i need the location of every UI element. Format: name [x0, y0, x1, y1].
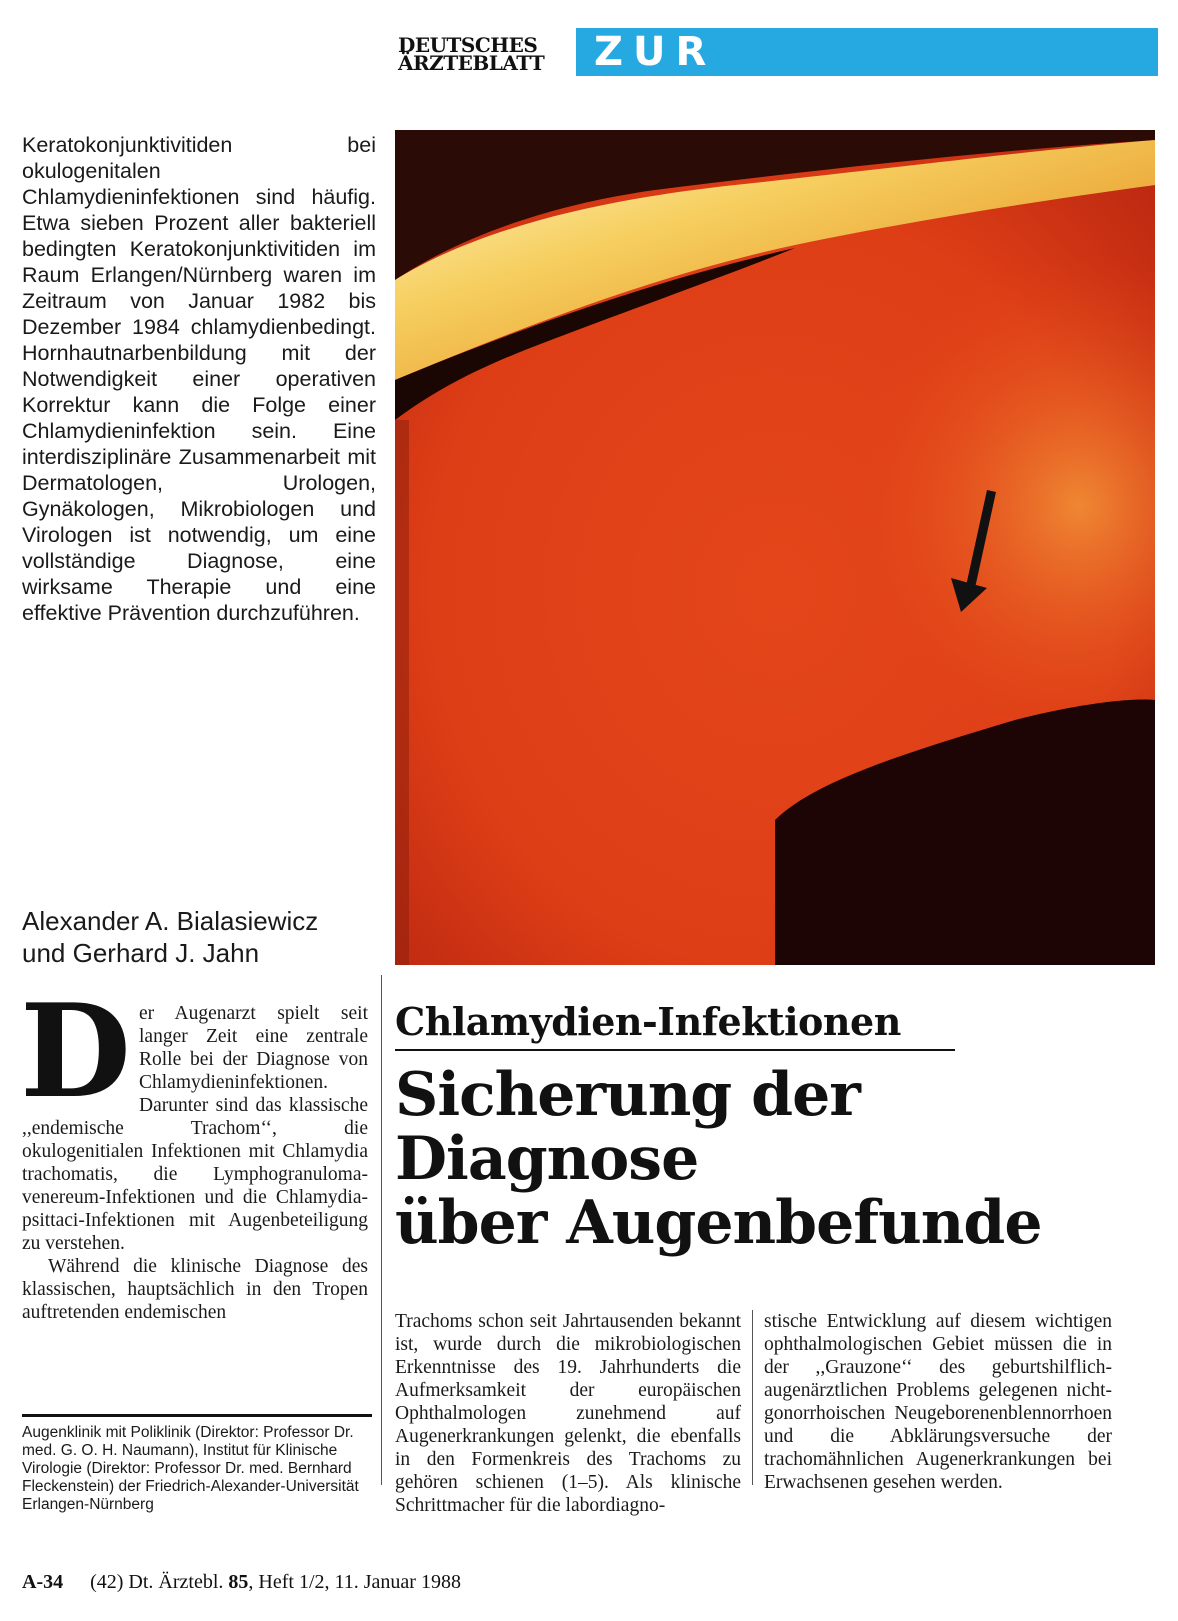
masthead-line2: ÄRZTEBLATT: [398, 51, 545, 75]
masthead-line1: DEUTSCHES: [398, 33, 538, 57]
citation-suffix: , Heft 1/2, 11. Januar 1988: [248, 1571, 461, 1593]
citation-volume: 85: [228, 1571, 249, 1593]
author-line-2: und Gerhard J. Jahn: [22, 938, 260, 968]
body-column-left: [20, 977, 368, 1324]
page-footer: [22, 1570, 461, 1594]
article-kicker: Chlamydien-Infektionen: [395, 999, 901, 1044]
journal-masthead: [398, 33, 572, 75]
page-number: A-34: [22, 1571, 64, 1593]
author-line-1: Alexander A. Bialasiewicz: [22, 906, 319, 936]
citation-prefix: (42) Dt. Ärztebl.: [90, 1571, 224, 1593]
article-title: [395, 1060, 1155, 1258]
abstract-text: Keratokonjunktivitiden bei okulogenitalen Chlamydieninfektionen sind häufig. Etwa sieben Prozent aller bakteriell bedingten Keratokonjunktivitiden im Raum Erlangen/Nürnberg waren im Zeitraum von Januar 1982 bis Dezember 1984 chlamydienbedingt. Hornhautnarbenbildung mit der Notwendigkeit einer operativen Korrektur kann die Folge einer Chlamydieninfektion sein. Eine interdisziplinäre Zusammenarbeit mit Dermatologen, Urologen, Gynäkologen, Mikrobiologen und Virologen ist notwendig, um eine vollständige Diagnose, eine wirksame Therapie und eine effektive Prävention durchzuführen.: [22, 133, 376, 625]
title-line-1: Sicherung der: [395, 1060, 860, 1130]
affiliation-rule: [22, 1414, 372, 1417]
body-column-middle: Trachoms schon seit Jahrtausenden bekannt ist, wurde durch die mikrobiologischen Erkenntnisse des 19. Jahrhunderts die Aufmerksamkeit der europäischen Ophthalmologen zunehmend auf Augenerkrankungen gelenkt, die ebenfalls in den Formenkreis des Trachoms zu gehören schienen (1–5). Als klinische Schrittmacher für die labordiagno-: [395, 1311, 741, 1516]
column-divider-2: [752, 1310, 753, 1485]
column-divider-1: [381, 975, 382, 1485]
paragraph-1-text: er Augenarzt spielt seit langer Zeit eine zentrale Rolle bei der Diagnose von Chlamydieninfektionen. Darunter sind das klassische ,,endemische Trachom‘‘, die okulogenitialen Infektionen mit Chlamydia trachomatis, die Lymphogranuloma-venereum-Infektionen und die Chlamydia-psittaci-Infektionen mit Augenbeteiligung zu verstehen.: [22, 1003, 368, 1254]
clinical-photo: [395, 130, 1155, 965]
authors: [22, 905, 382, 969]
title-line-2: Diagnose: [395, 1124, 699, 1194]
body-column-right: stische Entwicklung auf diesem wichtigen ophthalmologischen Gebiet müssen die in der ,,Grauzone‘‘ des geburtshilflich-augenärztlichen Problems gelegenen nicht-gonorrhoischen Neugeborenenblennorrhoen und die Abklärungsversuche der trachomähnlichen Augenerkrankungen bei Erwachsenen gesehen werden.: [764, 1311, 1112, 1493]
paragraph-2: Während die klinische Diagnose des klassischen, hauptsächlich in den Tropen auftretenden endemischen: [22, 1256, 368, 1323]
title-line-3: über Augenbefunde: [395, 1188, 1042, 1258]
affiliation-note: Augenklinik mit Poliklinik (Direktor: Professor Dr. med. G. O. H. Naumann), Institut für Klinische Virologie (Direktor: Professor Dr. med. Bernhard Fleckenstein) der Friedrich-Alexander-Universität Erlangen-Nürnberg: [22, 1424, 359, 1513]
paragraph-1: [20, 977, 368, 1255]
section-banner: ZUR FORTBILDUNG: [576, 28, 1158, 76]
kicker-underline: [395, 1049, 955, 1051]
drop-cap: D: [20, 977, 131, 1127]
